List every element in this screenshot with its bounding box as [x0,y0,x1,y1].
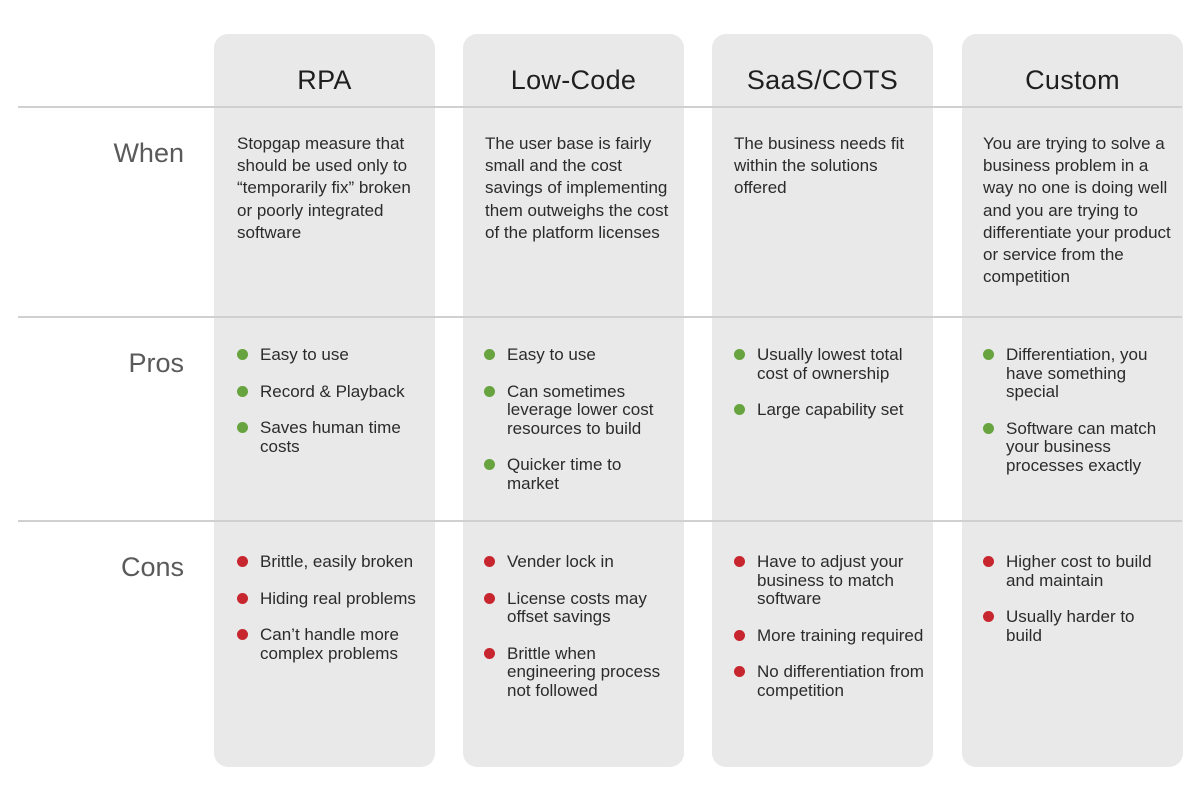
red-bullet-icon [237,593,248,604]
list-item [734,553,924,609]
red-bullet-icon [983,556,994,567]
list-item [484,346,674,365]
red-bullet-icon [484,593,495,604]
pro-text: Saves human time costs [260,418,401,456]
red-bullet-icon [983,611,994,622]
pros-list-rpa [237,346,427,474]
green-bullet-icon [983,349,994,360]
when-text-custom: You are trying to solve a business problem in a way no one is doing well and you are trying to differentiate your product or service from the competition [983,134,1171,287]
list-item [237,590,427,609]
row-label-pros: Pros [128,348,184,378]
divider-when-pros [18,316,1182,318]
green-bullet-icon [734,349,745,360]
list-item [734,627,924,646]
pro-text: Can sometimes leverage lower cost resources to build [507,381,654,438]
green-bullet-icon [484,386,495,397]
cons-list-saas-cots [734,553,924,719]
pro-text: Software can match your business processes exactly [1006,418,1157,475]
green-bullet-icon [237,349,248,360]
pro-text: Quicker time to market [507,455,622,493]
list-item [237,419,427,456]
green-bullet-icon [237,386,248,397]
list-item [983,420,1173,476]
red-bullet-icon [484,648,495,659]
con-text: Higher cost to build and maintain [1006,552,1152,590]
row-label-cons: Cons [120,552,184,582]
pro-text: Usually lowest total cost of ownership [757,345,903,383]
pro-text: Large capability set [757,400,904,420]
green-bullet-icon [983,423,994,434]
pro-text: Record & Playback [260,381,405,401]
list-item [484,553,674,572]
red-bullet-icon [734,556,745,567]
row-label-when: When [113,138,184,168]
when-text-saas-cots: The business needs fit within the solutions offered [734,134,905,198]
pro-text: Easy to use [260,345,349,364]
green-bullet-icon [484,459,495,470]
list-item [484,590,674,627]
cons-list-rpa [237,553,427,681]
list-item [983,553,1173,590]
con-text: Have to adjust your business to match software [757,552,904,609]
list-item [237,383,427,402]
cons-list-custom [983,553,1173,663]
green-bullet-icon [734,404,745,415]
red-bullet-icon [237,556,248,567]
green-bullet-icon [237,422,248,433]
divider-header [18,106,1182,108]
con-text: Brittle when engineering process not followed [507,643,661,700]
con-text: No differentiation from competition [757,662,924,700]
list-item [734,346,924,383]
pro-text: Easy to use [507,345,596,364]
cons-list-low-code [484,553,674,719]
when-text-low-code: The user base is fairly small and the cost savings of implementing them outweighs the cost of the platform licenses [485,134,669,242]
con-text: More training required [757,625,924,645]
pros-list-custom [983,346,1173,494]
list-item [983,346,1173,402]
list-item [484,383,674,439]
when-text-rpa: Stopgap measure that should be used only to “temporarily fix” broken or poorly integrated software [237,134,411,242]
red-bullet-icon [734,666,745,677]
pro-text: Differentiation, you have something special [1006,345,1148,402]
green-bullet-icon [484,349,495,360]
con-text: Can’t handle more complex problems [260,625,399,663]
con-text: Brittle, easily broken [260,552,414,571]
column-title-custom: Custom [1025,65,1120,95]
con-text: Hiding real problems [260,588,416,608]
column-title-low-code: Low-Code [510,65,637,95]
list-item [237,626,427,663]
con-text: Usually harder to build [1006,607,1135,645]
list-item [734,401,924,420]
divider-pros-cons [18,520,1182,522]
pros-list-saas-cots [734,346,924,438]
red-bullet-icon [734,630,745,641]
list-item [484,456,674,493]
red-bullet-icon [237,629,248,640]
con-text: License costs may offset savings [507,588,647,627]
list-item [484,645,674,701]
column-title-saas-cots: SaaS/COTS [746,65,899,95]
list-item [237,553,427,572]
con-text: Vender lock in [507,552,614,571]
column-title-rpa: RPA [297,65,352,95]
list-item [734,663,924,700]
list-item [237,346,427,365]
list-item [983,608,1173,645]
pros-list-low-code [484,346,674,512]
red-bullet-icon [484,556,495,567]
